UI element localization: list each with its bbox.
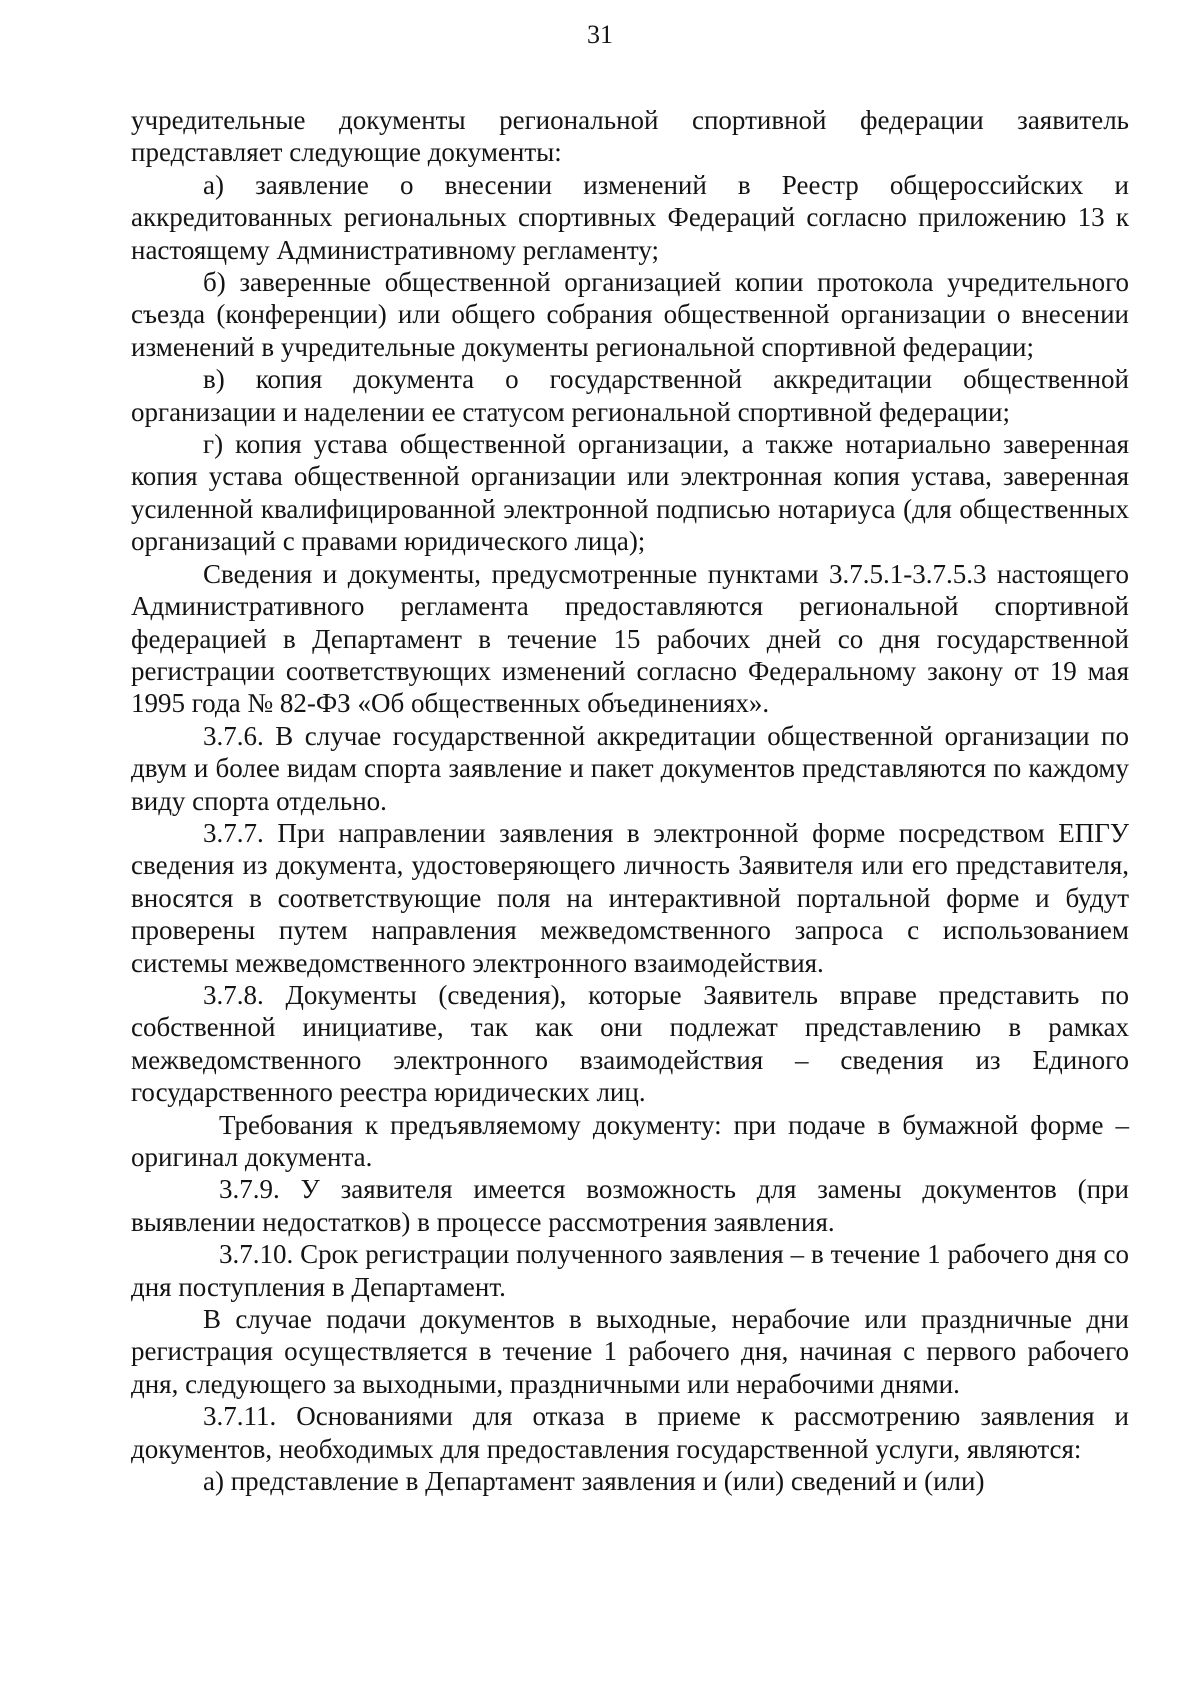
paragraph-requirements: Требования к предъявляемому документу: при подаче в бумажной форме – оригинал документа. (131, 1109, 1129, 1172)
paragraph-weekend-registration: В случае подачи документов в выходные, нерабочие или праздничные дни регистрация осуществляется в течение 1 рабочего дня, начиная с первого рабочего дня, следующего за выходными, праздничными или нерабочими днями. (131, 1304, 1129, 1399)
paragraph-deadline-info: Сведения и документы, предусмотренные пунктами 3.7.5.1-3.7.5.3 настоящего Административного регламента предоставляются региональной спортивной федерацией в Департамент в течение 15 рабочих дней со дня государственной регистрации соответствующих изменений согласно Федеральному закону от 19 мая 1995 года № 82-ФЗ «Об общественных объединениях». (131, 558, 1129, 719)
paragraph-3-7-8: 3.7.8. Документы (сведения), которые Заявитель вправе представить по собственной инициативе, так как они подлежат представлению в рамках межведомственного электронного взаимодействия – сведения из Единого государственного реестра юридических лиц. (131, 979, 1129, 1108)
paragraph-3-7-11-item-a: а) представление в Департамент заявления и (или) сведений и (или) (203, 1466, 985, 1497)
paragraph-continuation: учредительные документы региональной спортивной федерации заявитель представляет следующие документы: (131, 105, 1129, 168)
paragraph-3-7-6: 3.7.6. В случае государственной аккредитации общественной организации по двум и более видам спорта заявление и пакет документов представляются по каждому виду спорта отдельно. (131, 720, 1129, 816)
paragraph-3-7-7: 3.7.7. При направлении заявления в электронной форме посредством ЕПГУ сведения из документа, удостоверяющего личность Заявителя или его представителя, вносятся в соответствующие поля на интерактивной портальной форме и будут проверены путем направления межведомственного запроса с использованием системы межведомственного электронного взаимодействия. (131, 817, 1129, 978)
paragraph-item-b: б) заверенные общественной организацией копии протокола учредительного съезда (конференции) или общего собрания общественной организации о внесении изменений в учредительные документы региональной спортивной федерации; (131, 267, 1129, 362)
paragraph-3-7-11: 3.7.11. Основаниями для отказа в приеме к рассмотрению заявления и документов, необходимых для предоставления государственной услуги, являются: (131, 1401, 1129, 1464)
paragraph-item-g: г) копия устава общественной организации, а также нотариально заверенная копия устава общественной организации или электронная копия устава, заверенная усиленной квалифицированной электронной подписью нотариуса (для общественных организаций с правами юридического лица); (131, 429, 1129, 557)
paragraph-item-v: в) копия документа о государственной аккредитации общественной организации и наделении ее статусом региональной спортивной федерации; (131, 364, 1129, 427)
document-body (131, 104, 1129, 1497)
page-number: 31 (587, 20, 613, 49)
paragraph-item-a: а) заявление о внесении изменений в Реестр общероссийских и аккредитованных региональных спортивных Федераций согласно приложению 13 к настоящему Административному регламенту; (131, 169, 1129, 265)
paragraph-3-7-9: 3.7.9. У заявителя имеется возможность для замены документов (при выявлении недостатков) в процессе рассмотрения заявления. (131, 1174, 1129, 1237)
paragraph-3-7-10: 3.7.10. Срок регистрации полученного заявления – в течение 1 рабочего дня со дня поступления в Департамент. (131, 1239, 1129, 1302)
